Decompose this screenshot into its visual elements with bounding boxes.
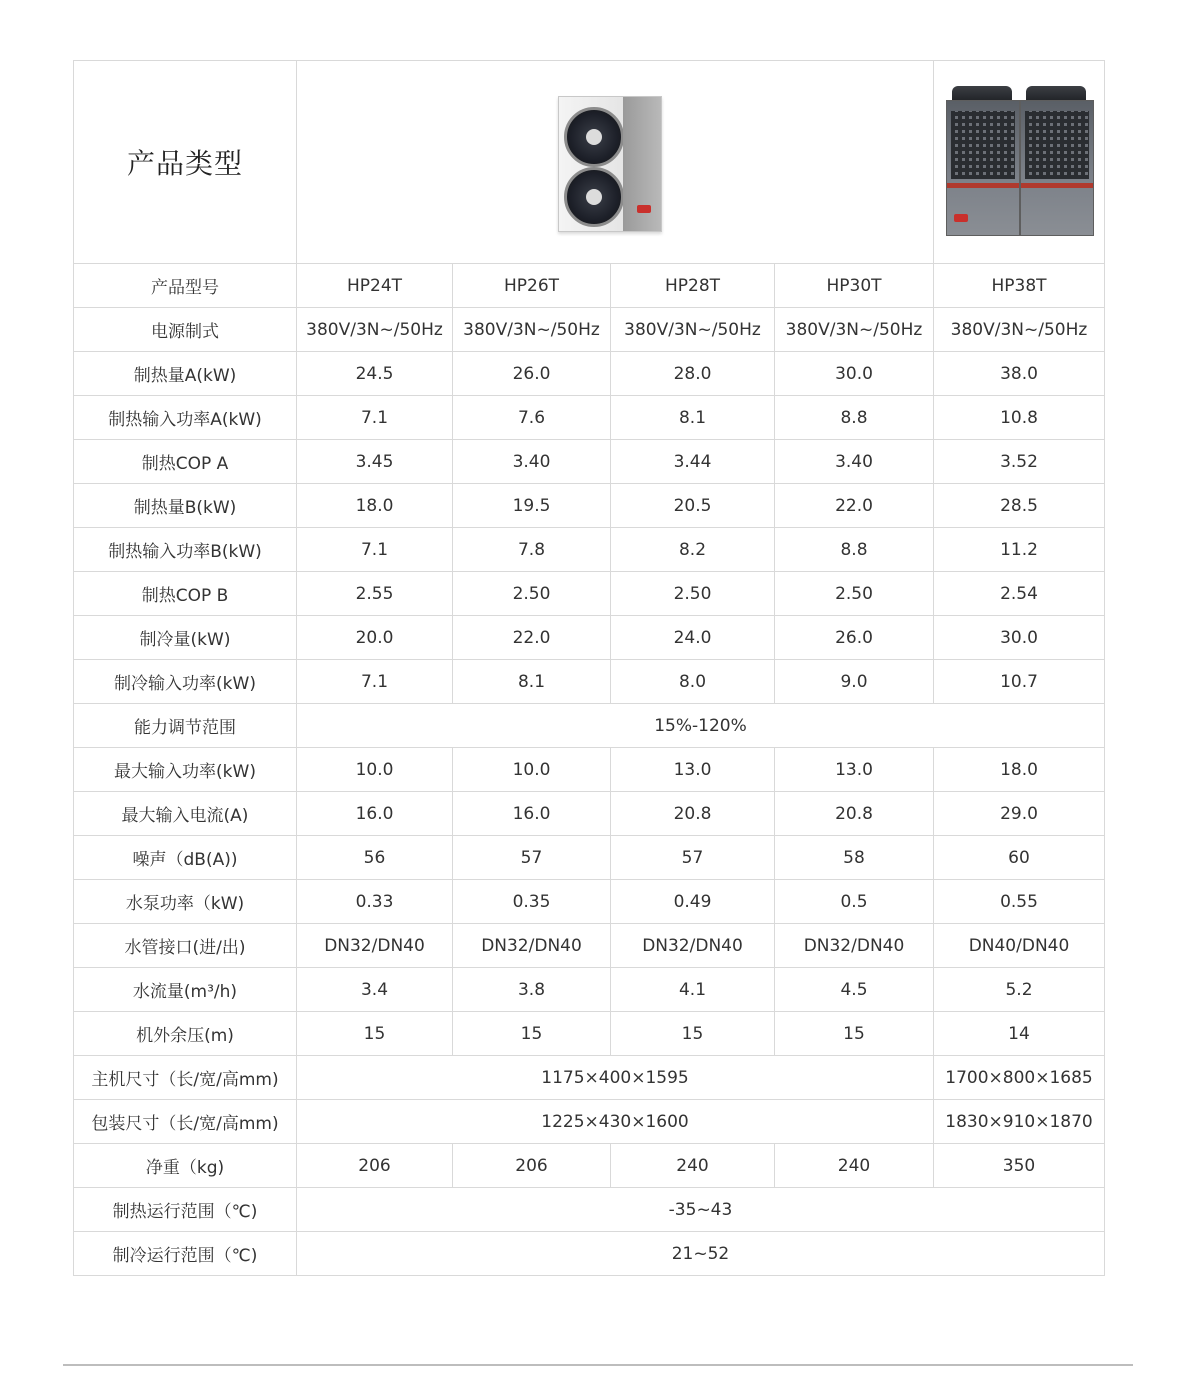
cell: 8.0	[611, 660, 775, 704]
cell: 1700×800×1685	[934, 1056, 1105, 1100]
cell: 8.8	[775, 396, 934, 440]
cell: 58	[775, 836, 934, 880]
cell: 15	[611, 1012, 775, 1056]
cell: 10.7	[934, 660, 1105, 704]
row-label: 水泵功率（kW)	[74, 880, 297, 924]
cell: 14	[934, 1012, 1105, 1056]
cell: 0.33	[297, 880, 453, 924]
row-label: 机外余压(m)	[74, 1012, 297, 1056]
row-label: 制热运行范围（℃)	[74, 1188, 297, 1232]
cell: 0.55	[934, 880, 1105, 924]
row-label: 制冷运行范围（℃)	[74, 1232, 297, 1276]
cell: DN32/DN40	[611, 924, 775, 968]
cell: 16.0	[297, 792, 453, 836]
cell: 240	[775, 1144, 934, 1188]
cell: 15	[453, 1012, 611, 1056]
grille	[1025, 111, 1089, 179]
table-row	[74, 1100, 1105, 1144]
table-row	[74, 616, 1105, 660]
cell: 3.4	[297, 968, 453, 1012]
row-label: 制热量B(kW)	[74, 484, 297, 528]
cell: 10.0	[297, 748, 453, 792]
cell: HP30T	[775, 264, 934, 308]
cell: 18.0	[297, 484, 453, 528]
cell: DN40/DN40	[934, 924, 1105, 968]
merged-cell: 21~52	[297, 1232, 1105, 1276]
small-heat-pump-image	[558, 96, 662, 232]
cell: 7.1	[297, 660, 453, 704]
cell: 4.5	[775, 968, 934, 1012]
cell: 9.0	[775, 660, 934, 704]
cell: 206	[453, 1144, 611, 1188]
cell: 26.0	[453, 352, 611, 396]
cell: 2.50	[611, 572, 775, 616]
spec-table	[73, 60, 1105, 1276]
brand-logo-icon	[954, 214, 968, 222]
row-label: 水管接口(进/出)	[74, 924, 297, 968]
accent-band	[947, 183, 1019, 188]
cell: 20.8	[611, 792, 775, 836]
cell: 380V/3N~/50Hz	[775, 308, 934, 352]
table-row	[74, 880, 1105, 924]
table-row	[74, 1012, 1105, 1056]
cell: 0.49	[611, 880, 775, 924]
row-label: 噪声（dB(A))	[74, 836, 297, 880]
cell: 22.0	[775, 484, 934, 528]
cell: 1830×910×1870	[934, 1100, 1105, 1144]
cell: 3.40	[775, 440, 934, 484]
brand-logo-icon	[637, 205, 651, 213]
cell: DN32/DN40	[775, 924, 934, 968]
small-unit-image-cell	[297, 61, 934, 264]
cell: 11.2	[934, 528, 1105, 572]
cell: 30.0	[934, 616, 1105, 660]
table-row	[74, 1056, 1105, 1100]
row-label: 能力调节范围	[74, 704, 297, 748]
cell: 20.8	[775, 792, 934, 836]
cell: HP24T	[297, 264, 453, 308]
cell: 28.5	[934, 484, 1105, 528]
cell: HP26T	[453, 264, 611, 308]
table-row	[74, 924, 1105, 968]
cell: 2.50	[775, 572, 934, 616]
cell: HP28T	[611, 264, 775, 308]
cell: 7.8	[453, 528, 611, 572]
cell: HP38T	[934, 264, 1105, 308]
product-type-cell	[74, 61, 297, 264]
row-label: 制冷量(kW)	[74, 616, 297, 660]
header-row	[74, 61, 1105, 264]
table-row	[74, 792, 1105, 836]
row-label: 主机尺寸（长/宽/高mm)	[74, 1056, 297, 1100]
cell: 7.6	[453, 396, 611, 440]
table-row	[74, 528, 1105, 572]
cell: 0.5	[775, 880, 934, 924]
cell: 2.55	[297, 572, 453, 616]
large-heat-pump-image	[946, 86, 1096, 236]
row-label: 净重（kg)	[74, 1144, 297, 1188]
table-row	[74, 836, 1105, 880]
merged-cell: 1175×400×1595	[297, 1056, 934, 1100]
cell: 8.8	[775, 528, 934, 572]
table-row	[74, 440, 1105, 484]
cell: 380V/3N~/50Hz	[297, 308, 453, 352]
cell: 28.0	[611, 352, 775, 396]
cell: DN32/DN40	[297, 924, 453, 968]
merged-cell: -35~43	[297, 1188, 1105, 1232]
cell: 22.0	[453, 616, 611, 660]
row-label: 制热量A(kW)	[74, 352, 297, 396]
table-row	[74, 748, 1105, 792]
row-label: 包装尺寸（长/宽/高mm)	[74, 1100, 297, 1144]
merged-cell: 1225×430×1600	[297, 1100, 934, 1144]
cell: 4.1	[611, 968, 775, 1012]
cell: 3.8	[453, 968, 611, 1012]
cell: 206	[297, 1144, 453, 1188]
unit-module	[1020, 100, 1094, 236]
cell: 13.0	[775, 748, 934, 792]
merged-cell: 15%-120%	[297, 704, 1105, 748]
table-row	[74, 264, 1105, 308]
cell: 26.0	[775, 616, 934, 660]
table-row	[74, 308, 1105, 352]
table-row	[74, 968, 1105, 1012]
cell: 7.1	[297, 396, 453, 440]
table-row	[74, 704, 1105, 748]
cell: 380V/3N~/50Hz	[453, 308, 611, 352]
cell: 20.0	[297, 616, 453, 660]
cell: 3.44	[611, 440, 775, 484]
accent-band	[1021, 183, 1093, 188]
cell: 57	[611, 836, 775, 880]
cell: 57	[453, 836, 611, 880]
table-row	[74, 1188, 1105, 1232]
table-row	[74, 1144, 1105, 1188]
cell: 19.5	[453, 484, 611, 528]
table-row	[74, 352, 1105, 396]
cell: 13.0	[611, 748, 775, 792]
row-label: 制冷输入功率(kW)	[74, 660, 297, 704]
cell: 380V/3N~/50Hz	[611, 308, 775, 352]
table-row	[74, 484, 1105, 528]
row-label: 电源制式	[74, 308, 297, 352]
row-label: 产品型号	[74, 264, 297, 308]
table-row	[74, 660, 1105, 704]
cell: 24.0	[611, 616, 775, 660]
row-label: 制热输入功率A(kW)	[74, 396, 297, 440]
cell: 60	[934, 836, 1105, 880]
cell: 8.2	[611, 528, 775, 572]
cell: DN32/DN40	[453, 924, 611, 968]
cell: 3.45	[297, 440, 453, 484]
cell: 10.0	[453, 748, 611, 792]
row-label: 水流量(m³/h)	[74, 968, 297, 1012]
table-row	[74, 396, 1105, 440]
cell: 350	[934, 1144, 1105, 1188]
row-label: 最大输入电流(A)	[74, 792, 297, 836]
cell: 16.0	[453, 792, 611, 836]
row-label: 制热输入功率B(kW)	[74, 528, 297, 572]
cell: 3.40	[453, 440, 611, 484]
row-label: 制热COP A	[74, 440, 297, 484]
cell: 7.1	[297, 528, 453, 572]
bottom-divider	[63, 1364, 1133, 1366]
cell: 240	[611, 1144, 775, 1188]
cell: 2.50	[453, 572, 611, 616]
cell: 10.8	[934, 396, 1105, 440]
cell: 29.0	[934, 792, 1105, 836]
cell: 38.0	[934, 352, 1105, 396]
cell: 2.54	[934, 572, 1105, 616]
cell: 20.5	[611, 484, 775, 528]
large-unit-image-cell	[934, 61, 1105, 264]
row-label: 最大输入功率(kW)	[74, 748, 297, 792]
cell: 24.5	[297, 352, 453, 396]
cell: 8.1	[453, 660, 611, 704]
row-label: 制热COP B	[74, 572, 297, 616]
product-type-label: 产品类型	[126, 147, 243, 180]
table-row	[74, 1232, 1105, 1276]
grille	[951, 111, 1015, 179]
cell: 15	[297, 1012, 453, 1056]
cell: 8.1	[611, 396, 775, 440]
fan-icon	[564, 167, 624, 227]
cell: 3.52	[934, 440, 1105, 484]
fan-icon	[564, 107, 624, 167]
cell: 30.0	[775, 352, 934, 396]
cell: 18.0	[934, 748, 1105, 792]
cell: 0.35	[453, 880, 611, 924]
cell: 15	[775, 1012, 934, 1056]
cell: 5.2	[934, 968, 1105, 1012]
table-row	[74, 572, 1105, 616]
cell: 56	[297, 836, 453, 880]
cell: 380V/3N~/50Hz	[934, 308, 1105, 352]
